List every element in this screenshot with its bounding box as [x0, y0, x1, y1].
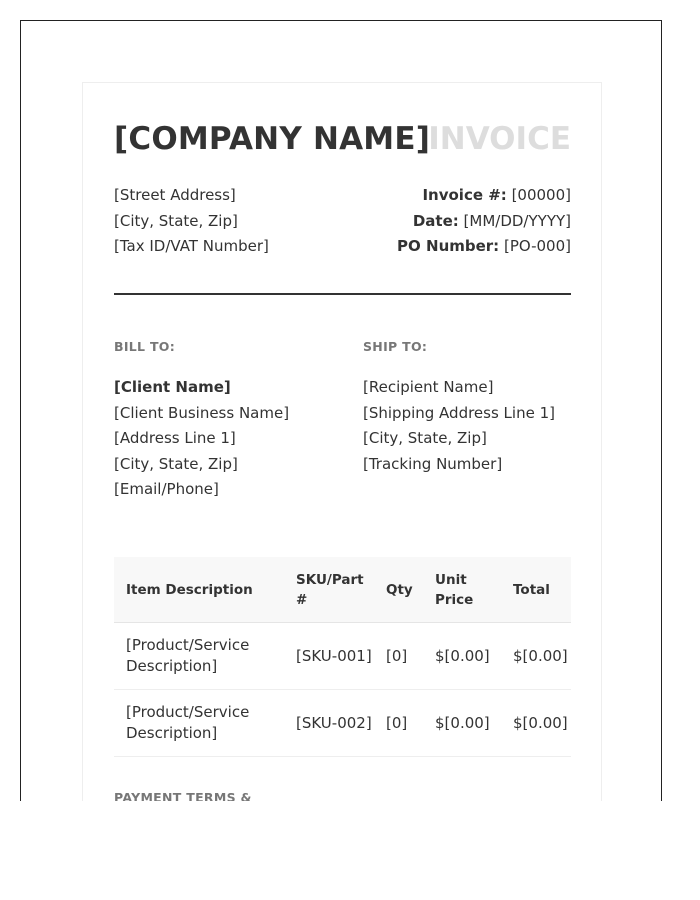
bill-to-block [114, 375, 289, 503]
invoice-number-value: [00000] [511, 186, 571, 204]
invoice-date-value: [MM/DD/YYYY] [463, 211, 571, 230]
invoice-number-line [397, 183, 571, 209]
row-sku: [SKU-001] [284, 623, 374, 690]
bill-to-client-name: [Client Name] [114, 378, 231, 396]
invoice-number-label: Invoice #: [422, 186, 507, 204]
row-qty: [0] [374, 623, 423, 690]
bill-to-address-line-1: [Address Line 1] [114, 429, 236, 447]
po-number-line [397, 234, 571, 260]
company-tax-id: [Tax ID/VAT Number] [114, 237, 269, 255]
bill-to-city-state-zip: [City, State, Zip] [114, 454, 238, 473]
table-row [114, 690, 571, 757]
invoice-meta [397, 183, 571, 260]
ship-to-address-line-1: [Shipping Address Line 1] [363, 403, 555, 422]
row-qty: [0] [374, 690, 423, 757]
po-number-label: PO Number: [397, 237, 500, 255]
header-total: Total [501, 557, 571, 623]
ship-to-recipient: [Recipient Name] [363, 378, 494, 396]
invoice-content [114, 83, 571, 801]
row-sku: [SKU-002] [284, 690, 374, 757]
row-unit-price: $[0.00] [423, 690, 501, 757]
ship-to-city-state-zip: [City, State, Zip] [363, 429, 487, 447]
invoice-page [82, 82, 602, 801]
line-items-table [114, 557, 571, 757]
invoice-title: INVOICE [428, 121, 571, 157]
document-viewport[interactable] [20, 20, 662, 801]
payment-terms-label: PAYMENT TERMS & [114, 790, 252, 801]
row-description: [Product/Service Description] [114, 623, 284, 690]
row-total: $[0.00] [501, 623, 571, 690]
table-row [114, 623, 571, 690]
row-unit-price: $[0.00] [423, 623, 501, 690]
header-unit-price: Unit Price [423, 557, 501, 623]
company-city-state-zip: [City, State, Zip] [114, 211, 238, 230]
company-address [114, 183, 269, 260]
header-divider [114, 293, 571, 295]
table-header-row [114, 557, 571, 623]
po-number-value: [PO-000] [503, 237, 571, 255]
invoice-date-label: Date: [412, 211, 459, 230]
company-street: [Street Address] [114, 186, 236, 204]
header-sku: SKU/Part # [284, 557, 374, 623]
ship-to-label: SHIP TO: [363, 339, 428, 354]
bill-to-label: BILL TO: [114, 339, 176, 354]
bill-to-email-phone: [Email/Phone] [114, 480, 219, 498]
company-name: [COMPANY NAME] [114, 121, 431, 157]
ship-to-tracking: [Tracking Number] [363, 454, 503, 473]
ship-to-block [363, 375, 555, 477]
invoice-header [114, 83, 571, 183]
bill-to-business-name: [Client Business Name] [114, 403, 290, 422]
header-qty: Qty [374, 557, 423, 623]
row-total: $[0.00] [501, 690, 571, 757]
invoice-date-line [397, 209, 571, 235]
header-item-description: Item Description [114, 557, 284, 623]
row-description: [Product/Service Description] [114, 690, 284, 757]
